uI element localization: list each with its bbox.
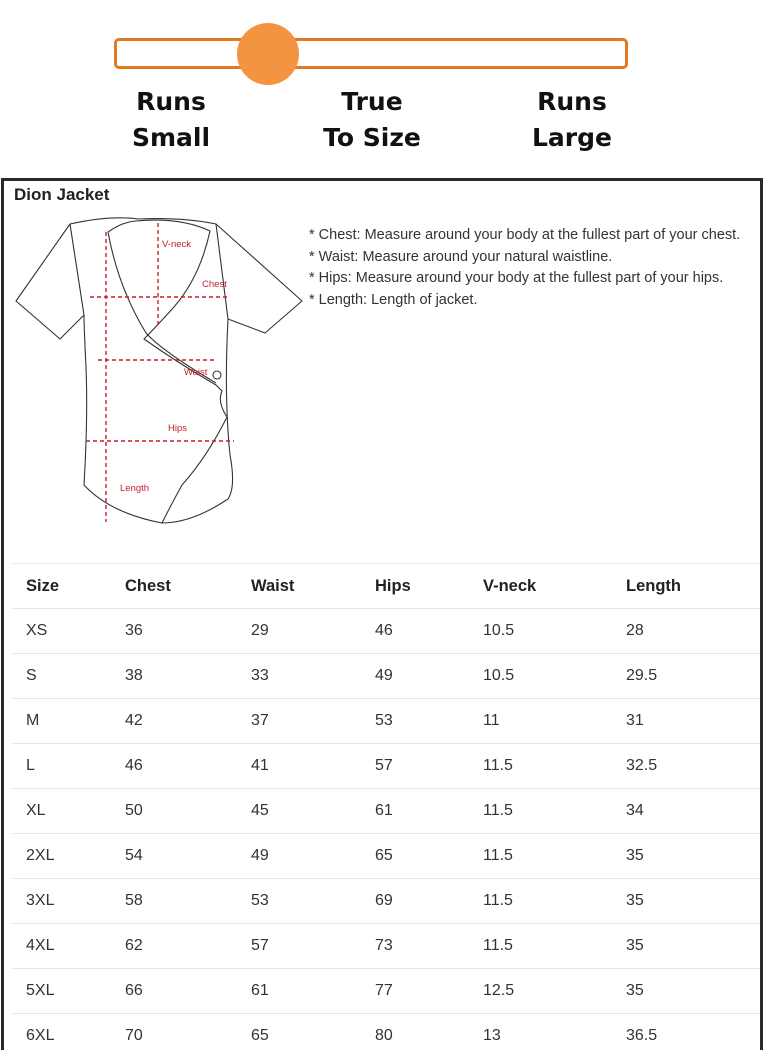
diagram-label-hips: Hips: [168, 423, 188, 434]
table-cell: M: [26, 712, 40, 729]
table-cell: 33: [251, 667, 269, 684]
table-cell: 36.5: [626, 1027, 658, 1044]
table-cell: 35: [626, 937, 644, 954]
size-chart: [1, 178, 763, 1050]
table-cell: 4XL: [26, 937, 55, 954]
fit-label-line: To Size: [323, 123, 421, 152]
fit-label-line: Runs: [537, 87, 607, 116]
table-cell: 53: [375, 712, 393, 729]
table-row: [12, 1013, 760, 1050]
table-cell: 66: [125, 982, 143, 999]
wrap-front-outline: [108, 220, 227, 523]
table-cell: 65: [251, 1027, 269, 1044]
table-cell: 50: [125, 802, 143, 819]
table-cell: 49: [375, 667, 393, 684]
table-cell: 42: [125, 712, 143, 729]
table-cell: 11.5: [483, 757, 513, 774]
left-sleeve-outline: [16, 224, 84, 339]
button-icon: [213, 371, 221, 379]
note-hips: * Hips: Measure around your body at the fullest part of your hips.: [309, 270, 724, 286]
fit-label-true-to-size: [292, 84, 452, 156]
table-cell: 32.5: [626, 757, 658, 774]
table-cell: 65: [375, 847, 393, 864]
table-cell: 35: [626, 892, 644, 909]
table-cell: 54: [125, 847, 143, 864]
table-cell: 2XL: [26, 847, 55, 864]
table-cell: 3XL: [26, 892, 55, 909]
table-cell: S: [26, 667, 37, 684]
table-cell: 49: [251, 847, 269, 864]
table-cell: 31: [626, 712, 644, 729]
fit-label-line: Small: [131, 123, 211, 152]
fit-indicator-knob: [237, 23, 299, 85]
table-row: [12, 743, 760, 788]
table-cell: 61: [375, 802, 393, 819]
table-cell: 6XL: [26, 1027, 55, 1044]
header-chest: Chest: [125, 576, 171, 595]
table-cell: 13: [483, 1027, 501, 1044]
header-hips: Hips: [375, 576, 411, 595]
table-cell: 77: [375, 982, 393, 999]
jacket-diagram: [12, 217, 304, 547]
size-table: [12, 563, 760, 1050]
diagram-label-waist: Waist: [184, 367, 208, 378]
diagram-label-chest: Chest: [202, 279, 227, 290]
table-cell: 12.5: [483, 982, 515, 999]
table-cell: 73: [375, 937, 393, 954]
table-cell: 41: [251, 757, 269, 774]
header-size: Size: [26, 576, 60, 595]
table-row: [12, 833, 760, 878]
header-length: Length: [626, 576, 681, 595]
note-waist: * Waist: Measure around your natural waistline.: [309, 248, 613, 265]
table-row: [12, 878, 760, 923]
table-cell: 70: [125, 1027, 143, 1044]
fit-label-runs-small: [91, 84, 251, 156]
table-cell: 5XL: [26, 982, 55, 999]
header-vneck: V-neck: [483, 576, 537, 595]
table-header-row: [12, 563, 760, 608]
diagram-label-vneck: V-neck: [162, 239, 192, 250]
table-row: [12, 653, 760, 698]
table-cell: 69: [375, 892, 393, 909]
fit-label-line: Large: [532, 123, 612, 152]
table-cell: XL: [26, 802, 46, 819]
diagram-label-length: Length: [120, 483, 150, 494]
table-cell: 29: [251, 622, 269, 639]
table-row: [12, 788, 760, 833]
table-cell: 46: [125, 757, 143, 774]
jacket-body-outline: [70, 218, 233, 523]
table-row: [12, 968, 760, 1013]
chart-title: Dion Jacket: [14, 185, 110, 204]
table-cell: 46: [375, 622, 393, 639]
table-cell: 34: [626, 802, 644, 819]
table-cell: 61: [251, 982, 269, 999]
table-cell: 10.5: [483, 667, 515, 684]
table-cell: 29.5: [626, 667, 658, 684]
table-cell: 80: [375, 1027, 393, 1044]
note-chest: * Chest: Measure around your body at the fullest part of your chest.: [309, 227, 741, 243]
fit-label-runs-large: [492, 84, 652, 156]
table-row: [12, 923, 760, 968]
table-cell: 37: [251, 712, 269, 729]
table-cell: 45: [251, 802, 269, 819]
table-row: [12, 608, 760, 653]
table-cell: 58: [125, 892, 143, 909]
fit-label-line: Runs: [136, 87, 206, 116]
table-cell: 35: [626, 982, 644, 999]
measurement-notes: [309, 225, 759, 311]
table-cell: 11.5: [483, 892, 513, 909]
table-cell: 28: [626, 622, 644, 639]
table-row: [12, 698, 760, 743]
table-cell: 11: [483, 712, 500, 729]
header-waist: Waist: [251, 576, 295, 595]
table-cell: 35: [626, 847, 644, 864]
note-length: * Length: Length of jacket.: [309, 291, 478, 308]
table-cell: 38: [125, 667, 143, 684]
table-cell: 57: [251, 937, 269, 954]
table-cell: 11.5: [483, 847, 513, 864]
table-cell: 57: [375, 757, 393, 774]
table-cell: 11.5: [483, 802, 513, 819]
table-cell: 62: [125, 937, 143, 954]
table-cell: 10.5: [483, 622, 515, 639]
table-cell: 36: [125, 622, 143, 639]
fit-scale: [0, 0, 765, 170]
fit-track: [114, 38, 628, 69]
table-cell: 11.5: [483, 937, 513, 954]
table-cell: XS: [26, 622, 48, 639]
right-sleeve-outline: [216, 224, 302, 333]
fit-label-line: True: [341, 87, 403, 116]
table-cell: 53: [251, 892, 269, 909]
table-cell: L: [26, 757, 35, 774]
